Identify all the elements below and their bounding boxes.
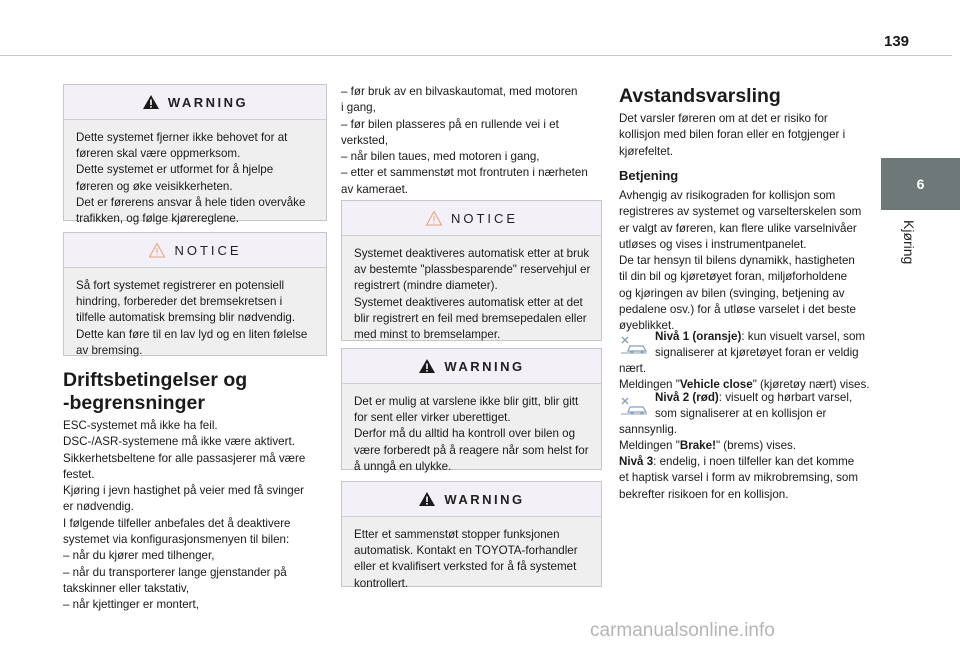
warning-icon xyxy=(418,358,436,374)
level-label: Nivå 3 xyxy=(619,455,654,468)
text-line: føreren skal være oppmerksom. xyxy=(76,147,241,161)
warning-icon xyxy=(142,94,160,110)
collision-alert-icon xyxy=(619,334,649,356)
warning-header xyxy=(342,349,601,384)
warning-title: WARNING xyxy=(444,491,525,507)
situations-text xyxy=(341,84,606,198)
text-line: Sikkerhetsbeltene for alle passasjerer må være xyxy=(63,451,306,465)
text-fragment: " (kjøretøy nært) vises. xyxy=(752,378,870,392)
warning-title: WARNING xyxy=(167,94,249,110)
text-line: med minst to bremselamper. xyxy=(354,328,501,342)
text-line: eller et kvalifisert verksted for å få systemet xyxy=(354,560,577,574)
text-line: Derfor må du alltid ha kontroll over bilen og xyxy=(354,427,576,441)
text-line: I følgende tilfeller anbefales det å deaktivere xyxy=(63,516,291,530)
notice-header xyxy=(342,201,601,236)
collision-alert-icon xyxy=(619,395,649,417)
level-2-text xyxy=(655,390,885,423)
text-line: – etter et sammenstøt mot frontruten i nærheten xyxy=(341,166,588,180)
subheading-operation: Betjening xyxy=(619,168,679,183)
warning-box-1 xyxy=(63,84,327,226)
text-line: – når du transporterer lange gjenstander på xyxy=(63,565,287,579)
level-label: Nivå 2 (rød) xyxy=(655,391,719,404)
warning-icon xyxy=(418,491,436,507)
warning-box-2 xyxy=(341,348,602,473)
text-line: av bremsing. xyxy=(76,343,143,357)
section-heading-distance-alert: Avstandsvarsling xyxy=(619,85,781,107)
text-line: Det er førerens ansvar å hele tiden overvåke xyxy=(76,195,306,209)
text-line: være forberedt på å reagere når som helst for xyxy=(354,443,589,457)
text-line: et haptisk varsel i form av mikrobremsing, som xyxy=(619,471,859,485)
message-name: Brake! xyxy=(679,439,716,453)
text-line: for sent eller virker uberettiget. xyxy=(354,411,511,425)
warning-header xyxy=(342,482,601,517)
text-line: registrert (mindre diameter). xyxy=(354,279,498,293)
text-line: å unngå en ulykke. xyxy=(354,459,452,473)
text-line: Det er mulig at varslene ikke blir gitt, blir gitt xyxy=(354,395,579,408)
text-fragment: : kun visuelt varsel, som xyxy=(741,330,866,343)
level-label: Nivå 1 (oransje) xyxy=(655,330,742,343)
warning-header xyxy=(64,85,326,120)
text-fragment: " (brems) vises. xyxy=(715,439,797,453)
notice-body xyxy=(64,268,326,369)
text-line: Så fort systemet registrerer en potensiell xyxy=(76,279,285,292)
section-heading-conditions xyxy=(63,369,247,415)
text-line: av kameraet. xyxy=(341,182,409,196)
chapter-label: Kjøring xyxy=(901,220,917,265)
text-line: kjørefeltet. xyxy=(619,144,674,158)
text-line: – når kjettinger er montert, xyxy=(63,598,199,612)
text-line: Dette systemet er utformet for å hjelpe xyxy=(76,163,274,177)
level-1-text xyxy=(655,329,885,362)
text-line: føreren og øke veisikkerheten. xyxy=(76,179,233,193)
notice-body xyxy=(342,236,601,353)
text-line: til din bil og kjøretøyet foran, miljøforholdene xyxy=(619,270,848,284)
notice-icon xyxy=(425,210,443,226)
text-line: kollisjon med bilen foran eller en fotgjenger i xyxy=(619,128,846,142)
level-3-text xyxy=(619,454,884,503)
text-line: hindring, forbereder det bremsekretsen i xyxy=(76,295,283,309)
conditions-text xyxy=(63,418,328,614)
text-line: nært. xyxy=(619,362,647,375)
notice-header xyxy=(64,233,326,268)
text-line: Dette kan føre til en lav lyd og en liten følelse xyxy=(76,327,308,341)
text-line: Dette systemet fjerner ikke behovet for at xyxy=(76,131,288,144)
text-line: Etter et sammenstøt stopper funksjonen xyxy=(354,528,560,541)
watermark: carmanualsonline.info xyxy=(590,620,775,641)
text-fragment: Meldingen " xyxy=(619,439,680,453)
text-line: er valgt av føreren, kan flere ulike varselnivåer xyxy=(619,221,857,235)
text-line: – før bilen plasseres på en rullende vei i et xyxy=(341,117,559,131)
text-fragment: : endelig, i noen tilfeller kan det komme xyxy=(653,455,855,468)
message-name: Vehicle close xyxy=(679,378,753,392)
text-line: Systemet deaktiveres automatisk etter at bruk xyxy=(354,247,590,260)
text-line: som signaliserer at en kollisjon er xyxy=(655,407,827,421)
level-1-message xyxy=(619,361,884,394)
operation-text xyxy=(619,188,884,335)
text-line: registreres av systemet og varselterskelen som xyxy=(619,205,862,219)
text-line: – når du kjører med tilhenger, xyxy=(63,549,215,563)
text-line: øyeblikket. xyxy=(619,319,675,333)
text-line: De tar hensyn til bilens dynamikk, hastigheten xyxy=(619,254,855,268)
text-line: kontrollert. xyxy=(354,576,409,590)
notice-title: NOTICE xyxy=(450,210,519,226)
text-line: ESC-systemet må ikke ha feil. xyxy=(63,419,218,432)
notice-box-2 xyxy=(341,200,602,341)
text-line: trafikken, og følge kjørereglene. xyxy=(76,212,240,226)
text-line: og kjøringen av bilen (svinging, betjening av xyxy=(619,286,845,300)
page-number: 139 xyxy=(884,33,910,50)
text-line: tilfelle automatisk bremsing blir nødvendig. xyxy=(76,311,296,325)
text-fragment: : visuelt og hørbart varsel, xyxy=(718,391,853,404)
chapter-tab[interactable]: 6 xyxy=(881,158,960,210)
text-line: pedalene osv.) for å utløse varselet i det beste xyxy=(619,303,856,317)
heading-line: Driftsbetingelser og xyxy=(63,369,248,391)
warning-body xyxy=(64,120,326,237)
text-line: – når bilen taues, med motoren i gang, xyxy=(341,150,540,164)
text-line: signaliserer at kjøretøyet foran er veldig xyxy=(655,346,859,360)
text-line: Kjøring i jevn hastighet på veier med få svinger xyxy=(63,484,305,498)
level-2-message xyxy=(619,422,884,455)
heading-line: -begrensninger xyxy=(63,392,205,414)
text-line: er nødvendig. xyxy=(63,500,134,514)
text-line: – før bruk av en bilvaskautomat, med motoren xyxy=(341,85,578,98)
text-line: festet. xyxy=(63,467,95,481)
notice-box-1 xyxy=(63,232,327,356)
text-line: takskinner eller takstativ, xyxy=(63,581,190,595)
text-line: DSC-/ASR-systemene må ikke være aktivert. xyxy=(63,435,295,449)
text-line: Avhengig av risikograden for kollisjon som xyxy=(619,189,836,202)
warning-title: WARNING xyxy=(444,358,525,374)
distance-intro xyxy=(619,111,884,160)
warning-box-3 xyxy=(341,481,602,590)
text-line: av bestemte "plassbesparende" reservehjul er xyxy=(354,263,591,277)
text-line: Det varsler føreren om at det er risiko for xyxy=(619,112,828,125)
text-line: automatisk. Kontakt en TOYOTA-forhandler xyxy=(354,544,578,558)
text-line: verksted, xyxy=(341,133,389,147)
text-line: sannsynlig. xyxy=(619,423,678,436)
text-line: blir registrert en feil med bremsepedalen eller xyxy=(354,311,587,325)
text-line: i gang, xyxy=(341,101,376,115)
text-line: systemet via konfigurasjonsmenyen til bilen: xyxy=(63,533,290,547)
text-line: bekrefter risikoen for en kollisjon. xyxy=(619,487,789,501)
text-fragment: Meldingen " xyxy=(619,378,680,392)
notice-icon xyxy=(148,242,166,258)
header-rule xyxy=(0,55,952,56)
text-line: Systemet deaktiveres automatisk etter at det xyxy=(354,295,583,309)
notice-title: NOTICE xyxy=(174,242,242,258)
warning-body xyxy=(342,517,601,602)
warning-body xyxy=(342,384,601,485)
text-line: utløses og vises i instrumentpanelet. xyxy=(619,237,807,251)
